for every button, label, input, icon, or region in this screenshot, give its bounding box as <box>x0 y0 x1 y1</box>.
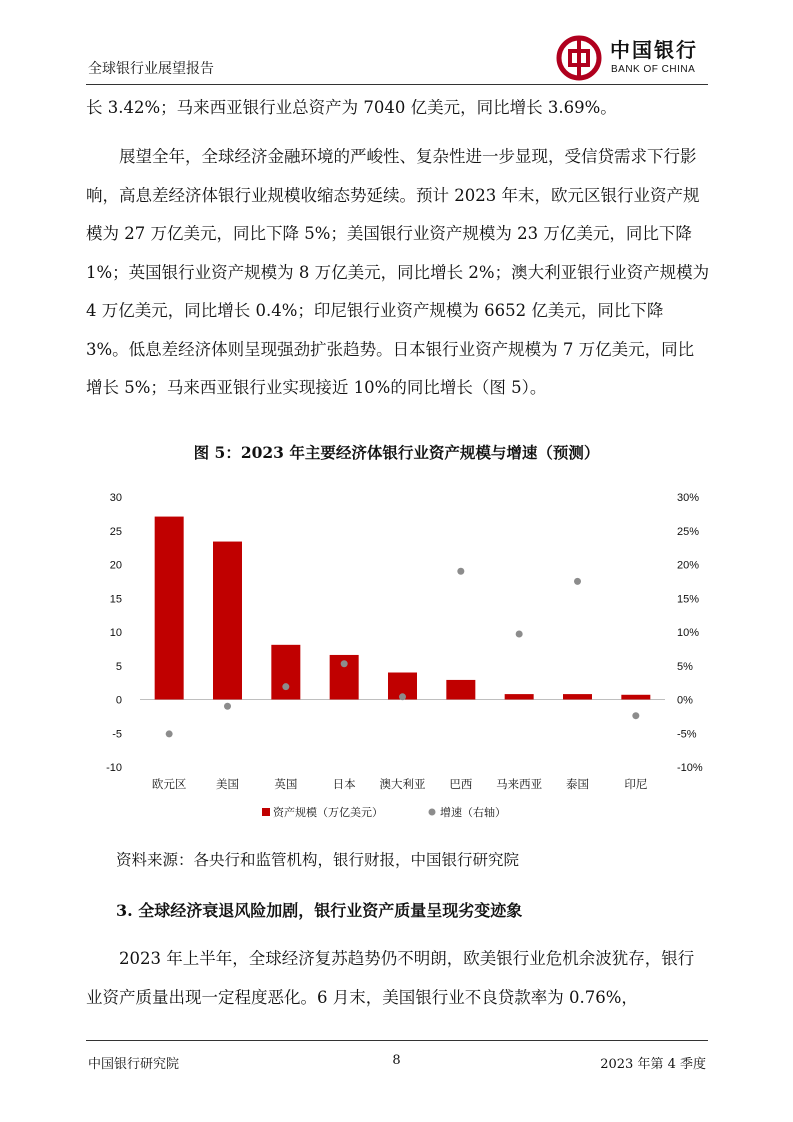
category-label: 巴西 <box>449 777 473 791</box>
category-label: 英国 <box>274 777 298 791</box>
growth-point <box>632 712 639 719</box>
paragraph-1: 长 3.42%；马来西亚银行业总资产为 7040 亿美元，同比增长 3.69%。 <box>86 98 617 117</box>
category-label: 澳大利亚 <box>379 777 426 791</box>
y-left-tick-label: -10 <box>106 762 122 774</box>
paragraph-2: 展望全年，全球经济金融环境的严峻性、复杂性进一步显现，受信贷需求下行影响，高息差经济体银行业规模收缩态势延续。预计 2023 年末，欧元区银行业资产规模为 27 万亿美元，同比下降 5%；美国银行业资产规模为 23 万亿美元，同比下降 1%；英国银行业资产规模为 8 万亿美元，同比增长 2%；澳大利亚银行业资产规模为 4 万亿美元，同比增长 0.4%；印尼银行业资产规模为 6652 亿美元，同比下降 3%。低息差经济体则呈现强劲扩张趋势。日本银行业资产规模为 7 万亿美元，同比增长 5%；马来西亚银行业实现接近 10%的同比增长（图 5）。 <box>86 147 710 397</box>
y-left-tick-label: 15 <box>109 593 122 606</box>
y-right-tick-label: 5% <box>677 660 693 673</box>
legend-dot-label: 增速（右轴） <box>440 806 506 819</box>
logo-name: 中国银行 <box>610 38 698 62</box>
bar-asset-size <box>621 695 650 700</box>
category-label: 美国 <box>216 777 239 791</box>
bar-asset-size <box>271 645 300 700</box>
source-note: 资料来源：各央行和监管机构，银行财报，中国银行研究院 <box>116 851 520 869</box>
category-label: 泰国 <box>566 777 589 791</box>
bar-asset-size <box>213 542 242 700</box>
paragraph-3: 2023 年上半年，全球经济复苏趋势仍不明朗，欧美银行业危机余波犹存，银行业资产质量出现一定程度恶化。6 月末，美国银行业不良贷款率为 0.76%， <box>86 949 695 1007</box>
y-left-tick-label: 25 <box>109 525 122 538</box>
growth-point <box>457 568 464 575</box>
growth-point <box>224 703 231 710</box>
category-label: 日本 <box>332 777 356 791</box>
y-right-tick-label: 25% <box>677 525 700 538</box>
footer-institute: 中国银行研究院 <box>88 1057 180 1072</box>
growth-point <box>516 631 523 638</box>
y-right-tick-label: 0% <box>677 694 693 707</box>
page-number: 8 <box>392 1053 401 1068</box>
y-left-tick-label: -5 <box>112 728 122 741</box>
growth-point <box>399 693 406 700</box>
growth-point <box>166 730 173 737</box>
y-right-tick-label: -5% <box>677 728 697 741</box>
bar-asset-size <box>563 694 592 699</box>
growth-point <box>341 660 348 667</box>
bar-asset-size <box>505 694 534 699</box>
y-right-tick-label: 20% <box>677 559 700 572</box>
bar-asset-size <box>155 517 184 700</box>
growth-point <box>282 683 289 690</box>
y-left-tick-label: 5 <box>115 660 122 673</box>
legend-dot-swatch <box>429 809 436 816</box>
y-left-tick-label: 20 <box>109 559 122 572</box>
y-right-tick-label: 15% <box>677 593 700 606</box>
y-right-tick-label: 30% <box>677 492 700 504</box>
legend-bar-swatch <box>262 808 270 816</box>
y-left-tick-label: 0 <box>115 694 122 707</box>
category-label: 欧元区 <box>151 777 187 791</box>
footer-divider <box>86 1040 708 1041</box>
report-title: 全球银行业展望报告 <box>88 61 214 77</box>
y-left-tick-label: 30 <box>109 492 122 504</box>
legend-bar-label: 资产规模（万亿美元） <box>273 806 383 819</box>
logo-english: BANK OF CHINA <box>611 64 696 75</box>
bar-chart <box>0 484 793 824</box>
category-label: 马来西亚 <box>496 777 543 791</box>
y-right-tick-label: 10% <box>677 627 700 639</box>
bar-asset-size <box>446 680 475 700</box>
figure-title: 图 5：2023 年主要经济体银行业资产规模与增速（预测） <box>193 443 600 462</box>
section-heading: 3. 全球经济衰退风险加剧，银行业资产质量呈现劣变迹象 <box>116 901 523 920</box>
footer-period: 2023 年第 4 季度 <box>600 1057 706 1072</box>
y-left-tick-label: 10 <box>109 627 122 639</box>
header-divider <box>86 84 708 85</box>
growth-point <box>574 578 581 585</box>
category-label: 印尼 <box>624 777 648 791</box>
y-right-tick-label: -10% <box>677 762 703 774</box>
